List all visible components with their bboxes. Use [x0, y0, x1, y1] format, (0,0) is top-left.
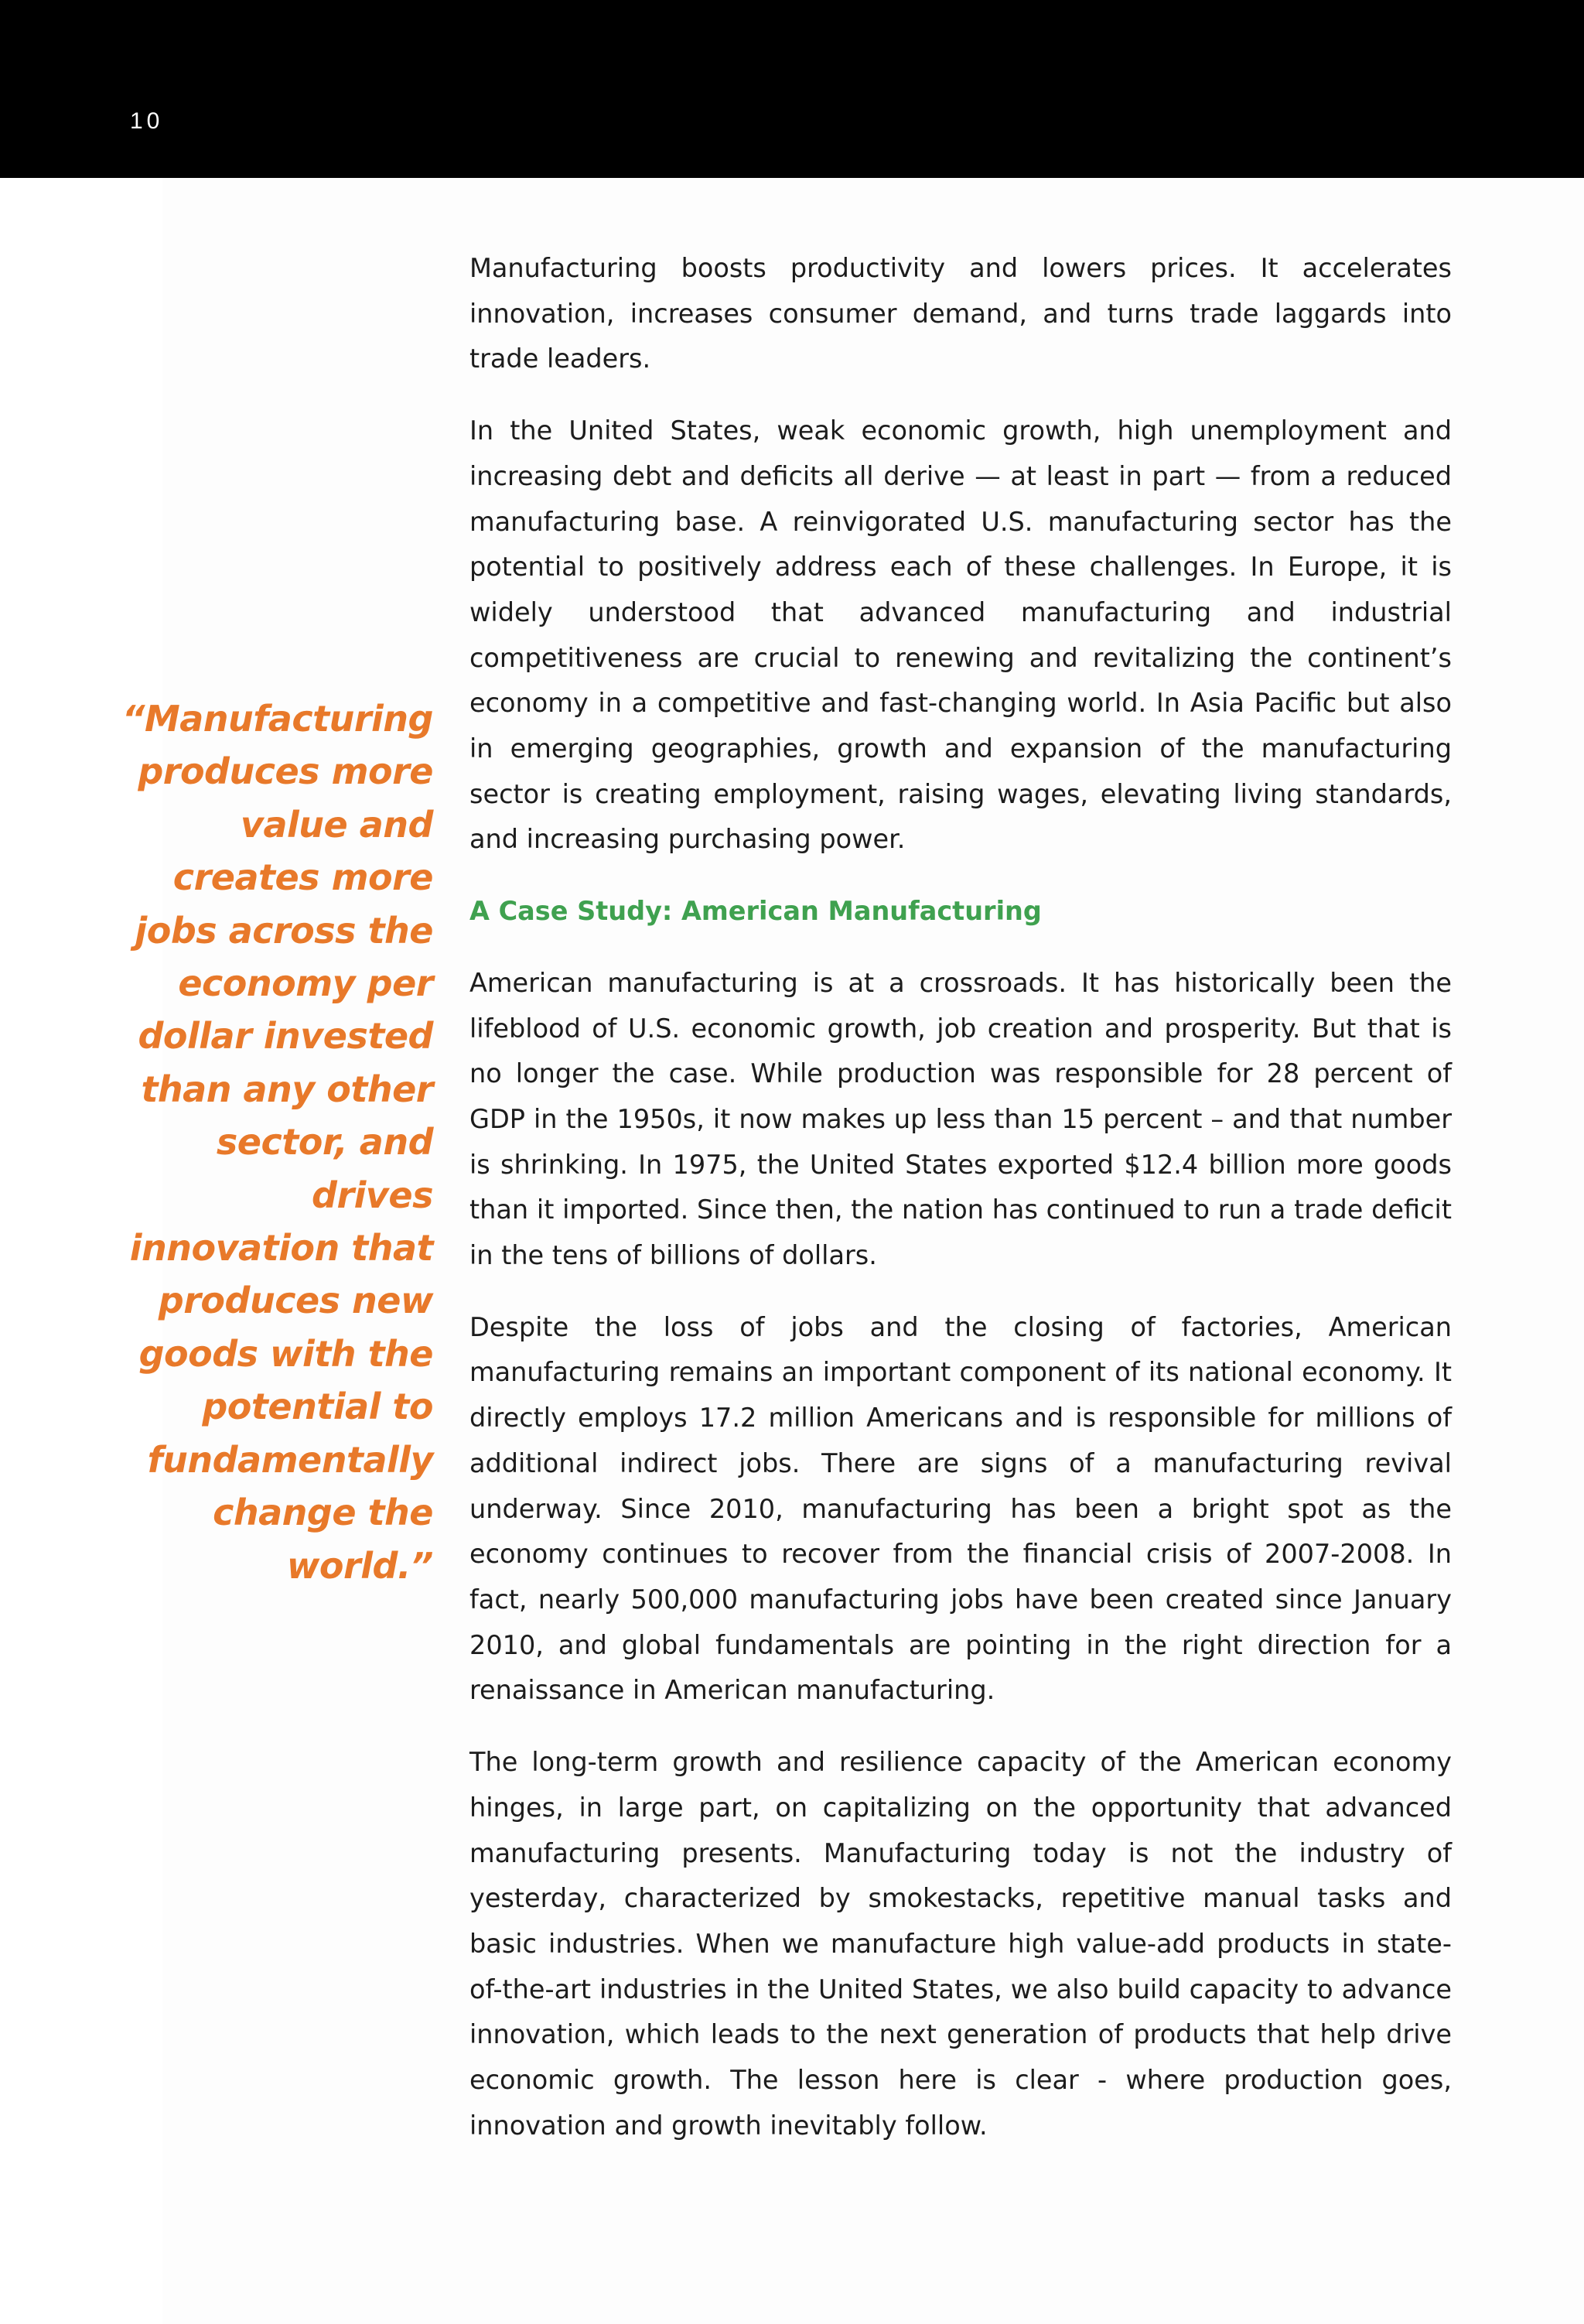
- paragraph-intro: Manufacturing boosts productivity and lowers prices. It accelerates innovation, increases consumer demand, and turns trade laggards into trade leaders.: [469, 253, 1452, 374]
- paragraph-crossroads: American manufacturing is at a crossroads. It has historically been the lifeblood of U.S. economic growth, job creation and prosperity. But that is no longer the case. While production was responsible for 28 percent of GDP in the 1950s, it now makes up less than 15 percent – and that number is shrinking. In 1975, the United States exported $12.4 billion more goods than it imported. Since then, the nation has continued to run a trade deficit in the tens of billions of dollars.: [469, 967, 1452, 1271]
- section-heading: A Case Study: American Manufacturing: [469, 896, 1042, 927]
- pull-quote: “Manufacturing produces more value and creates more jobs across the economy per dollar invested than any other sector, and drives innovation that produces new goods with the potential to fundamentally change the world.”: [121, 698, 433, 1587]
- page-number: 10: [130, 108, 164, 134]
- paragraph-long-term-growth: The long-term growth and resilience capacity of the American economy hinges, in large part, on capitalizing on the opportunity that advanced manufacturing presents. Manufacturing today is not the industry of yesterday, characterized by smokestacks, repetitive manual tasks and basic industries. When we manufacture high value-add products in state-of-the-art industries in the United States, we also build capacity to advance innovation, which leads to the next generation of products that help drive economic growth. The lesson here is clear - where production goes, innovation and growth inevitably follow.: [469, 1747, 1452, 2141]
- header-bar: [0, 0, 1584, 178]
- paragraph-regions: In the United States, weak economic growth, high unemployment and increasing debt and deficits all derive — at least in part — from a reduced manufacturing base. A reinvigorated U.S. manufacturing sector has the potential to positively address each of these challenges. In Europe, it is widely understood that advanced manufacturing and industrial competitiveness are crucial to renewing and revitalizing the continent’s economy in a competitive and fast-changing world. In Asia Pacific but also in emerging geographies, growth and expansion of the manufacturing sector is creating employment, raising wages, elevating living standards, and increasing purchasing power.: [469, 415, 1452, 855]
- paragraph-revival: Despite the loss of jobs and the closing of factories, American manufacturing remains an important component of its national economy. It directly employs 17.2 million Americans and is responsible for millions of additional indirect jobs. There are signs of a manufacturing revival underway. Since 2010, manufacturing has been a bright spot as the economy continues to recover from the financial crisis of 2007-2008. In fact, nearly 500,000 manufacturing jobs have been created since January 2010, and global fundamentals are pointing in the right direction for a renaissance in American manufacturing.: [469, 1311, 1452, 1706]
- article-body: [469, 246, 1452, 2175]
